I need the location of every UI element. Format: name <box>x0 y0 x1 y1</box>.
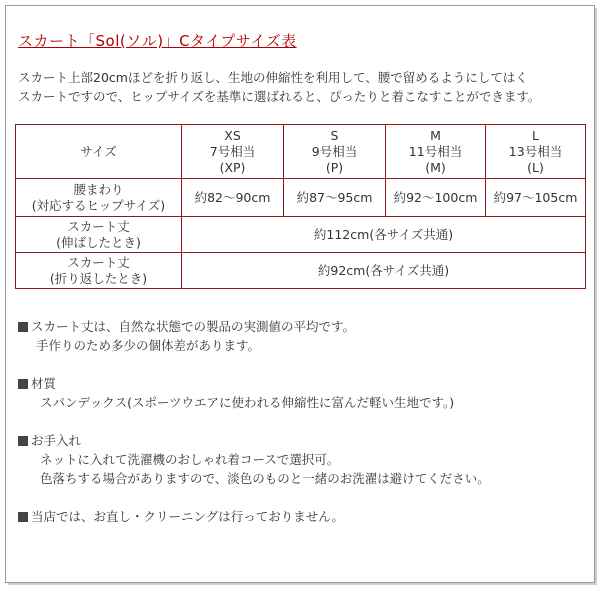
table-row-waist <box>16 179 586 217</box>
note-material-line-1: スパンデックス(スポーツウエアに使われる伸縮性に富んだ軽い生地です。) <box>40 395 455 410</box>
size-abbr: (M) <box>425 159 446 175</box>
size-abbr: (L) <box>527 159 544 175</box>
intro-text <box>18 68 578 106</box>
size-equiv: 13号相当 <box>508 143 563 159</box>
notes-section <box>18 317 588 545</box>
waist-sublabel: (対応するヒップサイズ) <box>31 197 166 213</box>
square-bullet-icon <box>18 512 28 522</box>
size-equiv: 11号相当 <box>408 143 463 159</box>
header-size-s <box>284 125 386 179</box>
table-row-header <box>16 125 586 179</box>
size-abbr: (P) <box>325 159 344 175</box>
size-equiv: 7号相当 <box>209 143 256 159</box>
note-service <box>18 507 588 526</box>
page-title: スカート「Sol(ソル)」Cタイプサイズ表 <box>18 32 297 50</box>
waist-label: 腰まわり <box>73 181 124 197</box>
length-folded-value: 約92cm(各サイズ共通) <box>182 253 586 289</box>
intro-line-2: スカートですので、ヒップサイズを基準に選ばれると、ぴったりと着こなすことができます。 <box>18 89 541 104</box>
length-extended-label-cell <box>16 217 182 253</box>
note-length <box>18 317 588 355</box>
size-code: L <box>532 127 539 143</box>
note-service-line-1: 当店では、お直し・クリーニングは行っておりません。 <box>31 509 345 524</box>
note-care-line-1: ネットに入れて洗濯機のおしゃれ着コースで選択可。 <box>40 452 340 467</box>
size-code: XS <box>224 127 241 143</box>
length-folded-sublabel: (折り返したとき) <box>49 270 148 286</box>
header-size-xs <box>182 125 284 179</box>
note-care-heading: お手入れ <box>31 433 82 448</box>
note-care <box>18 431 588 488</box>
size-equiv: 9号相当 <box>311 143 358 159</box>
note-length-line-1: スカート丈は、自然な状態での製品の実測値の平均です。 <box>31 319 356 334</box>
size-table <box>15 124 586 289</box>
waist-value-s: 約87～95cm <box>284 179 386 217</box>
size-code: M <box>430 127 441 143</box>
length-folded-label-cell <box>16 253 182 289</box>
length-extended-sublabel: (伸ばしたとき) <box>56 234 141 250</box>
length-folded-label: スカート丈 <box>67 254 130 270</box>
length-extended-value: 約112cm(各サイズ共通) <box>182 217 586 253</box>
note-length-line-2: 手作りのため多少の個体差があります。 <box>36 338 261 353</box>
waist-value-xs: 約82～90cm <box>182 179 284 217</box>
note-material <box>18 374 588 412</box>
note-material-heading: 材質 <box>31 376 57 391</box>
square-bullet-icon <box>18 436 28 446</box>
header-size-m <box>386 125 486 179</box>
header-label: サイズ <box>80 143 117 159</box>
waist-value-m: 約92～100cm <box>386 179 486 217</box>
waist-label-cell <box>16 179 182 217</box>
header-label-cell <box>16 125 182 179</box>
table-row-length-folded <box>16 253 586 289</box>
note-care-line-2: 色落ちする場合がありますので、淡色のものと一緒のお洗濯は避けてください。 <box>40 471 490 486</box>
table-row-length-extended <box>16 217 586 253</box>
intro-line-1: スカート上部20cmほどを折り返し、生地の伸縮性を利用して、腰で留めるようにしてはく <box>18 70 528 85</box>
size-abbr: (XP) <box>219 159 246 175</box>
header-size-l <box>486 125 586 179</box>
waist-value-l: 約97～105cm <box>486 179 586 217</box>
length-extended-label: スカート丈 <box>67 218 130 234</box>
size-code: S <box>330 127 339 143</box>
square-bullet-icon <box>18 379 28 389</box>
square-bullet-icon <box>18 322 28 332</box>
